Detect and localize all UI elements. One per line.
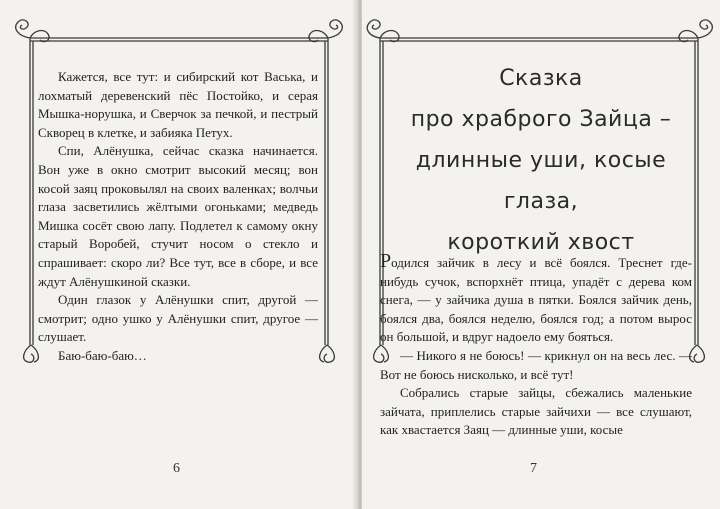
right-page-body <box>380 252 692 440</box>
drop-cap: Р <box>380 250 392 272</box>
right-page <box>362 0 720 509</box>
page-number: 6 <box>173 461 180 476</box>
title-line: длинные уши, косые глаза, <box>415 148 667 214</box>
paragraph: — Никого я не боюсь! — крикнул он на весь лес. — Вот не боюсь нисколько, и всё тут! <box>380 347 692 382</box>
title-line: Сказка <box>499 66 583 91</box>
title-line: короткий хвост <box>447 230 635 255</box>
paragraph: Один глазок у Алёнушки спит, другой — смотрит; одно ушко у Алёнушки спит, другое — слушает. <box>38 292 318 345</box>
paragraph: Баю-баю-баю… <box>58 347 147 363</box>
page-number: 7 <box>530 461 537 476</box>
left-page <box>0 0 358 509</box>
paragraph: Спи, Алёнушка, сейчас сказка начинается. Вон уже в окно смотрит высокий месяц; вон косой заяц проковылял на своих валенках; волчьи глаза засветились жёлтыми огоньками; медведь Мишка сосёт свою лапу. Подлетел к самому окну старый Воробей, стучит носом о стекло и спрашивает: скоро ли? Все тут, все в сборе, и все ждут Алёнушкиной сказки. <box>38 143 318 289</box>
opening-paragraph <box>380 252 692 347</box>
paragraph: Собрались старые зайцы, сбежались маленькие зайчата, приплелись старые зайчихи — все слушают, как хвастается Заяц — длинные уши, косые <box>380 385 692 438</box>
left-page-body <box>38 68 318 366</box>
paragraph: одился зайчик в лесу и всё боялся. Треснет где-нибудь сучок, вспорхнёт птица, упадёт с дерева ком снега, — у зайчика душа в пятки. Боялся зайчик день, боялся два, боялся неделю, боялся год; а потом вырос он большой, и вдруг надоело ему бояться. <box>380 255 692 345</box>
story-title <box>382 58 700 263</box>
title-line: про храброго Зайца – <box>410 107 672 132</box>
paragraph: Кажется, все тут: и сибирский кот Васька, и лохматый деревенский пёс Постойко, и серая Мышка-норушка, и Сверчок за печкой, и пестрый Скворец в клетке, и забияка Петух. <box>38 69 318 140</box>
